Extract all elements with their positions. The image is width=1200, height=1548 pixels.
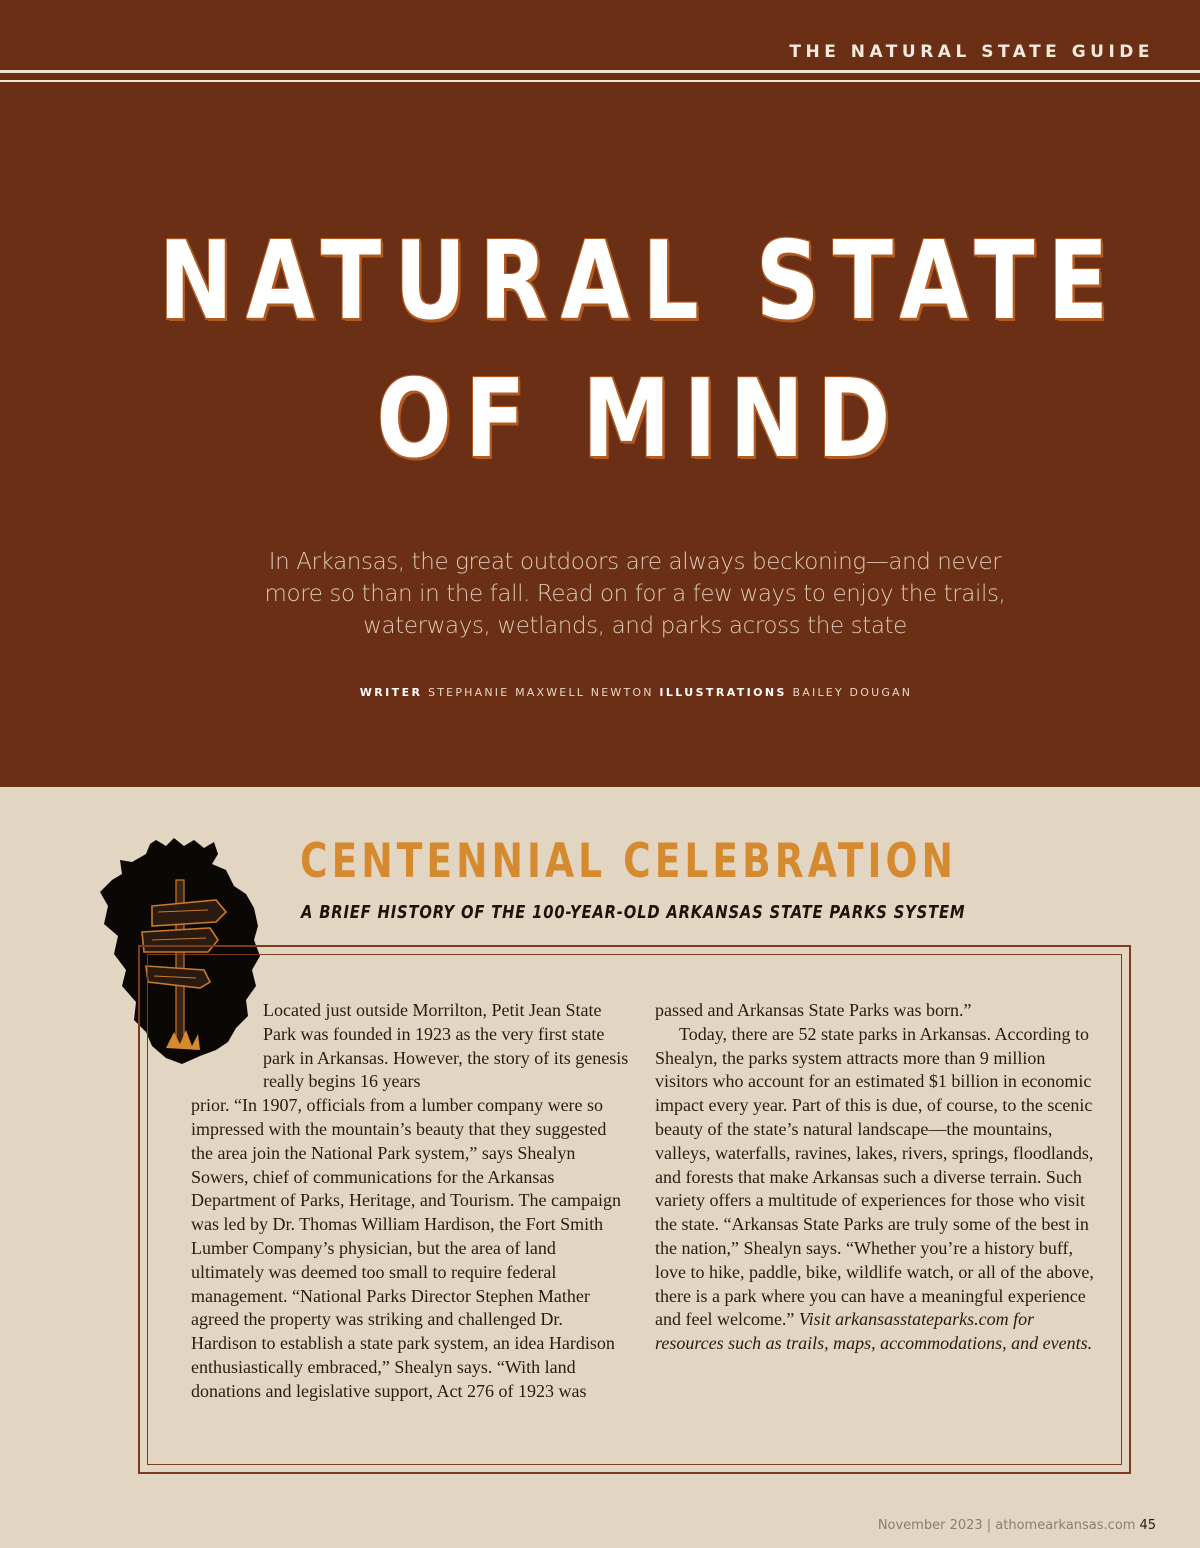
illustrator-name: BAILEY DOUGAN bbox=[792, 686, 913, 699]
paragraph: Located just outside Morrilton, Petit Jean State Park was founded in 1923 as the very first state park in Arkansas. However, the story of its genesis really begins 16 years bbox=[263, 1000, 629, 1092]
article-column-2 bbox=[655, 999, 1095, 1356]
illustrations-label: ILLUSTRATIONS bbox=[659, 686, 787, 699]
article-heading: CENTENNIAL CELEBRATION bbox=[300, 834, 957, 889]
paragraph: prior. “In 1907, officials from a lumber company were so impressed with the mountain’s beauty that they suggested the area join the National Park system,” says Shealyn Sowers, chief of communications for the Arkansas Department of Parks, Heritage, and Tourism. The campaign was led by Dr. Thomas William Hardison, the Fort Smith Lumber Company’s physician, but the area of land ultimately was deemed too small to require federal management. “National Parks Director Stephen Mather agreed the property was striking and challenged Dr. Hardison to establish a state park system, an idea Hardison enthusiastically embraced,” Shealyn says. “With land donations and legislative support, Act 276 of 1923 was bbox=[191, 1095, 621, 1401]
call-to-action: Visit arkansasstateparks.com for resources such as trails, maps, accommodations, and events. bbox=[655, 1309, 1093, 1354]
byline bbox=[0, 686, 1200, 699]
paragraph: passed and Arkansas State Parks was born.” bbox=[655, 1000, 972, 1020]
article-column-1 bbox=[191, 999, 631, 1404]
writer-label: WRITER bbox=[359, 686, 423, 699]
page-number: 45 bbox=[1139, 1518, 1156, 1533]
section-label: THE NATURAL STATE GUIDE bbox=[789, 42, 1154, 62]
paragraph bbox=[655, 1023, 1095, 1356]
issue-info: November 2023 | athomearkansas.com bbox=[877, 1518, 1136, 1533]
page-title: NATURAL STATE bbox=[158, 219, 1122, 344]
header-rule bbox=[0, 80, 1200, 82]
dek: In Arkansas, the great outdoors are always beckoning—and never more so than in the fall. Read on for a few ways to enjoy the trails, waterways, wetlands, and parks across the state bbox=[264, 549, 1006, 639]
header-rule bbox=[0, 70, 1200, 73]
article-subheading: A BRIEF HISTORY OF THE 100-YEAR-OLD ARKANSAS STATE PARKS SYSTEM bbox=[301, 902, 966, 923]
page-footer bbox=[878, 1518, 1156, 1533]
page-title: OF MIND bbox=[376, 357, 904, 482]
writer-name: STEPHANIE MAXWELL NEWTON bbox=[428, 686, 654, 699]
paragraph-text: Today, there are 52 state parks in Arkansas. According to Shealyn, the parks system attracts more than 9 million visitors who account for an estimated $1 billion in economic impact every year. Part of this is due, of course, to the scenic beauty of the state’s natural landscape—the mountains, valleys, waterfalls, ravines, lakes, rivers, springs, floodlands, and forests that make Arkansas such a diverse terrain. Such variety offers a multitude of experiences for those who visit the state. “Arkansas State Parks are truly some of the best in the nation,” Shealyn says. “Whether you’re a history buff, love to hike, paddle, bike, wildlife watch, or all of the above, there is a park where you can have a meaningful experience and feel welcome.” bbox=[655, 1023, 1094, 1330]
